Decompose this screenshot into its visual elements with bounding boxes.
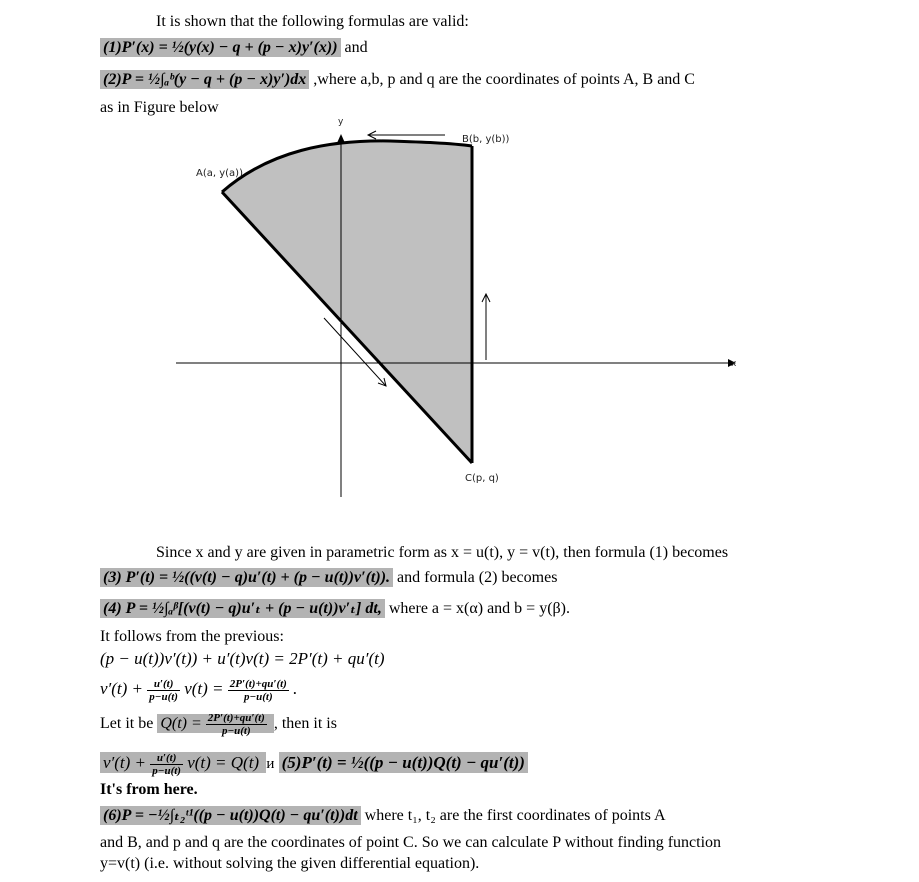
q-def-num: 2P′(t)+qu′(t) — [207, 711, 265, 724]
formula-4-after: where a = x(α) and b = y(β). — [388, 600, 570, 617]
closing-line-1: and B, and p and q are the coordinates of point C. So we can calculate P without finding function — [100, 834, 722, 851]
eq-b-rhs-num: 2P′(t)+qu′(t) — [229, 677, 287, 690]
para-2: Since x and y are given in parametric form as x = u(t), y = v(t), then formula (1) becomes — [156, 544, 729, 561]
eq-b-fraction — [147, 678, 180, 703]
equation-c — [100, 751, 266, 777]
equation-b — [100, 671, 297, 707]
let-be-text: Let it be — [100, 715, 154, 732]
eq-b-frac-den: p−u(t) — [149, 690, 178, 703]
formula-4: (4) P = ½∫ₐᵝ[(v(t) − q)u′ₜ + (p − u(t))v′ₜ] dt, — [100, 599, 385, 618]
label-point-a: A(a, y(a)) — [196, 168, 243, 179]
eq-c-left: v′(t) + — [103, 753, 147, 772]
eq-c-and: и — [266, 756, 275, 772]
q-definition — [157, 711, 274, 737]
formula-3-after: and formula (2) becomes — [397, 569, 558, 586]
label-axis-y: y — [338, 117, 344, 127]
closing-line-2: y=v(t) (i.e. without solving the given differential equation). — [100, 855, 480, 872]
label-point-b: B(b, y(b)) — [462, 134, 510, 145]
eq-b-rhs-den: p−u(t) — [243, 690, 273, 703]
formula-6-line — [100, 806, 666, 826]
formula-2-after: ,where a,b, p and q are the coordinates of points A, B and C — [313, 71, 695, 88]
shaded-region — [222, 141, 472, 463]
eq-b-mid: v(t) = — [184, 679, 224, 698]
q-def-fraction — [206, 712, 267, 737]
eq-b-left: v′(t) + — [100, 679, 144, 698]
follows-text: It follows from the previous: — [100, 628, 284, 645]
equation-a: (p − u(t))v′(t)) + u′(t)v(t) = 2P′(t) + qu′(t) — [100, 649, 385, 668]
equation-c-line — [100, 745, 528, 781]
label-point-c: C(p, q) — [465, 473, 499, 484]
eq-c-fraction — [150, 752, 183, 777]
eq-b-end: . — [293, 679, 298, 698]
formula-3-line — [100, 568, 557, 588]
formula-5: (5)P′(t) = ½((p − u(t))Q(t) − qu′(t)) — [279, 752, 528, 773]
intro-text: It is shown that the following formulas are valid: — [156, 13, 469, 30]
y-axis-arrowhead — [337, 134, 345, 143]
formula-2: (2)P = ½∫ₐᵇ(y − q + (p − x)y′)dx — [100, 70, 309, 89]
eq-b-rhs-fraction — [228, 678, 289, 703]
q-definition-line — [100, 706, 337, 742]
then-it-is-text: , then it is — [273, 715, 337, 732]
as-in-figure-text: as in Figure below — [100, 99, 219, 116]
formula-6: (6)P = −½∫ₜ₂ᵗ¹((p − u(t))Q(t) − qu′(t))dt — [100, 806, 361, 825]
eq-c-right: v(t) = Q(t) — [187, 753, 260, 772]
formula-4-line — [100, 599, 570, 619]
q-def-den: p−u(t) — [221, 724, 251, 737]
eq-b-frac-num: u′(t) — [147, 678, 180, 691]
eq-c-num: u′(t) — [150, 752, 183, 765]
formula-3: (3) P′(t) = ½((v(t) − q)u′(t) + (p − u(t))v′(t)). — [100, 568, 393, 587]
formula-6-after: where t₁, t₂ are the first coordinates of points A — [364, 807, 666, 824]
eq-c-den: p−u(t) — [152, 764, 181, 777]
from-here-text: It's from here. — [100, 781, 198, 798]
label-axis-x: x — [731, 359, 737, 369]
formula-1-after: and — [344, 39, 368, 56]
formula-1: (1)P′(x) = ½(y(x) − q + (p − x)y′(x)) — [100, 38, 341, 57]
q-def-lhs: Q(t) = — [160, 715, 202, 732]
